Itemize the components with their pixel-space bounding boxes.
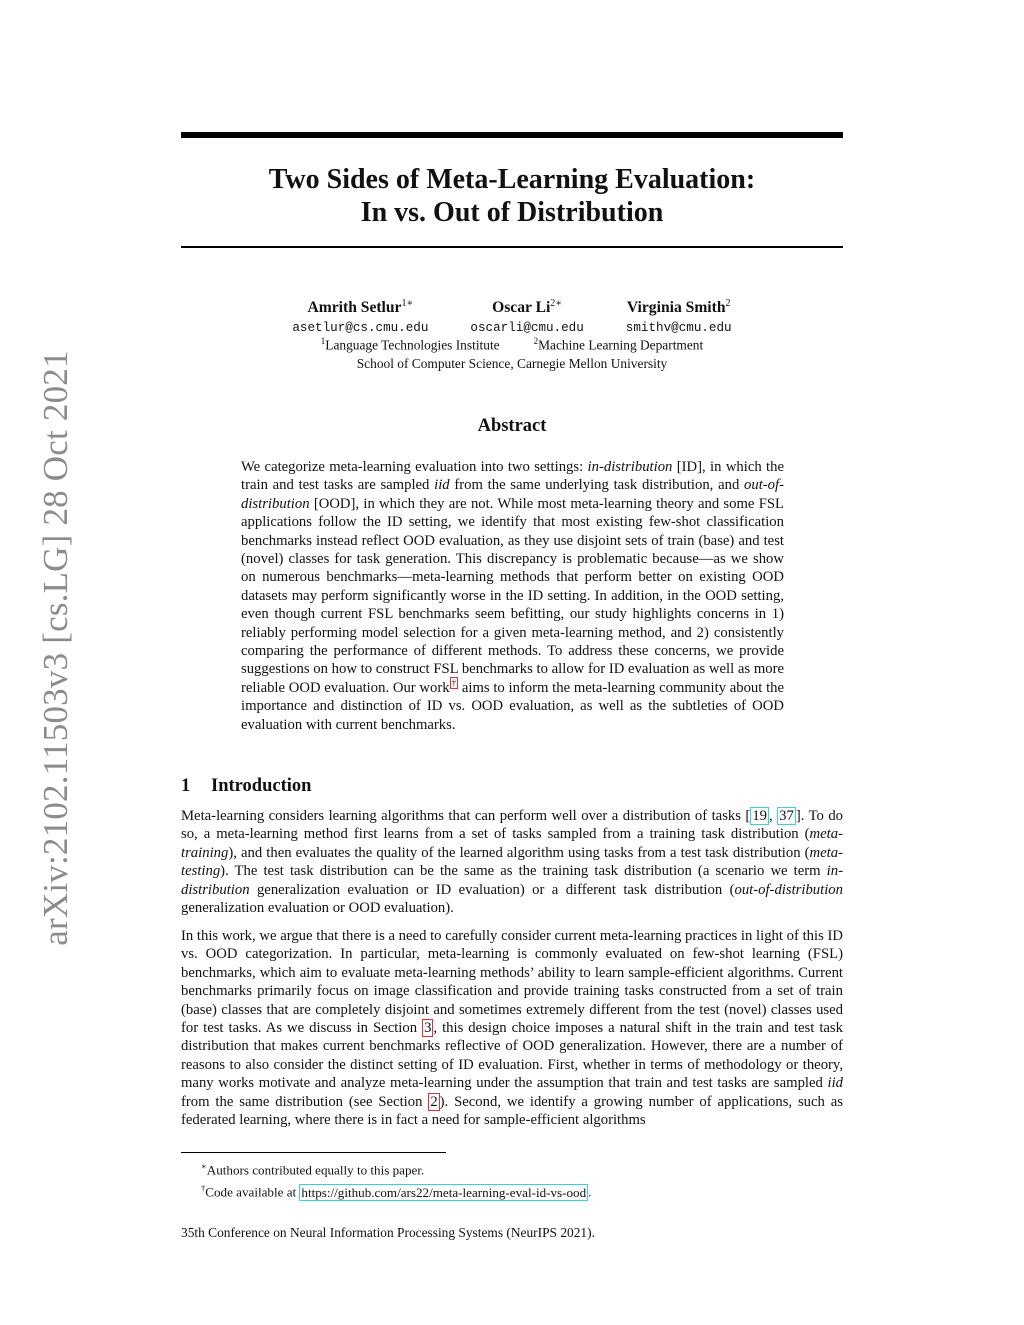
footnotes	[201, 1157, 841, 1202]
footnote-1: ∗Authors contributed equally to this paper.	[201, 1161, 425, 1178]
venue-footer: 35th Conference on Neural Information Processing Systems (NeurIPS 2021).	[181, 1225, 595, 1240]
section-reference-link[interactable]: 2	[430, 1093, 438, 1110]
author-affiliation-mark: 2∗	[550, 298, 563, 309]
author-list	[181, 293, 843, 337]
author-email: asetlur@cs.cmu.edu	[292, 321, 429, 336]
code-repository-link[interactable]: https://github.com/ars22/meta-learning-eval-id-vs-ood	[301, 1184, 587, 1200]
title-line-2: In vs. Out of Distribution	[360, 197, 664, 228]
intro-paragraph-2: In this work, we argue that there is a need to carefully consider current meta-learning practices in light of this ID vs. OOD categorization. In particular, meta-learning is commonly evaluated on few-shot learning (FSL) benchmarks, which aim to evaluate meta-learning methods’ ability to learn sample-efficient algorithms. Current benchmarks primarily focus on image classification and provide training tasks constructed from a set of train (base) classes that are completely disjoint and sometimes extremely different from the test (novel) classes used for test tasks. As we discuss in Section 3 , this design choice imposes a natural shift in the train and test task distribution that makes current benchmarks reflective of OOD generalization. However, there are a number of reasons to also consider the distinct setting of ID evaluation. First, whether in terms of methodology or theory, many works motivate and analyze meta-learning under the assumption that train and test tasks are sampled iid from the same distribution (see Section 2 ). Second, we identify a growing number of applications, such as federated learning, where there is in fact a need for sample-efficient algorithms	[181, 928, 843, 1129]
citation-link[interactable]: 19	[752, 808, 768, 824]
abstract-body: We categorize meta-learning evaluation into two settings: in-distribution [ID], in which the train and test tasks are sampled iid from the same underlying task distribution, and out-of-distribution [OOD], in which they are not. While most meta-learning theory and some FSL applications follow the ID setting, we identify that most existing few-shot classification benchmarks instead reflect OOD evaluation, as they use disjoint sets of train (base) and test (novel) classes for task generation. This discrepancy is problematic because—as we show on numerous benchmarks—meta-learning methods that perform better on existing OOD datasets may perform significantly worse in the ID setting. In addition, in the OOD setting, even though current FSL benchmarks seem befitting, our study highlights concerns in 1) reliably performing model selection for a given meta-learning method, and 2) consistently comparing the performance of different methods. To address these concerns, we provide suggestions on how to construct FSL benchmarks to allow for ID evaluation as well as more reliable OOD evaluation. Our work † aims to inform the meta-learning community about the importance and distinction of ID vs. OOD evaluation, as well as the subtleties of OOD evaluation with current benchmarks.	[241, 459, 785, 733]
title-top-rule	[181, 132, 843, 138]
author-email: smithv@cmu.edu	[625, 321, 732, 336]
section-number: 1	[181, 776, 191, 796]
paper-title	[181, 163, 843, 229]
section-title: Introduction	[211, 776, 312, 796]
author-name: Virginia Smith	[626, 299, 726, 317]
arxiv-identifier-stamp: arXiv:2102.11503v3 [cs.LG] 28 Oct 2021	[36, 350, 75, 946]
citation-link[interactable]: 37	[779, 808, 794, 824]
author-1	[292, 293, 428, 337]
affiliation-1: $^1$Language Technologies Institute	[320, 336, 500, 353]
intro-paragraph-1: Meta-learning considers learning algorithms that can perform well over a distribution of tasks [ 19 , 37 ]. To do so, a meta-learning method first learns from a set of tasks sampled from a training task distribution (meta-training), and then evaluates the quality of the learned algorithm using tasks from a test task distribution (meta-testing). The test task distribution can be the same as the training task distribution (a scenario we term in-distribution generalization evaluation or ID evaluation) or a different task distribution (out-of-distribution generalization evaluation or OOD evaluation).	[181, 808, 844, 917]
footnote-link-code[interactable]: †	[451, 677, 457, 688]
author-email: oscarli@cmu.edu	[470, 321, 584, 336]
footnote-rule	[181, 1152, 446, 1153]
section-reference-link[interactable]: 3	[424, 1020, 432, 1037]
footnote-2: †Code available at https://github.com/ars22/meta-learning-eval-id-vs-ood .	[201, 1183, 592, 1200]
abstract-heading: Abstract	[477, 416, 547, 436]
author-affiliation-mark: 1∗	[401, 298, 414, 309]
affiliations	[181, 332, 843, 373]
section-heading-introduction	[181, 776, 843, 797]
affiliation-school: School of Computer Science, Carnegie Mellon University	[356, 356, 668, 372]
author-affiliation-mark: 2	[725, 298, 731, 309]
author-2	[470, 293, 583, 337]
affiliation-2: $^2$Machine Learning Department	[533, 336, 704, 353]
title-bottom-rule	[181, 246, 843, 248]
author-name: Oscar Li	[492, 299, 551, 317]
title-line-1: Two Sides of Meta-Learning Evaluation:	[268, 164, 756, 195]
author-name: Amrith Setlur	[307, 299, 402, 317]
author-3	[626, 293, 732, 337]
